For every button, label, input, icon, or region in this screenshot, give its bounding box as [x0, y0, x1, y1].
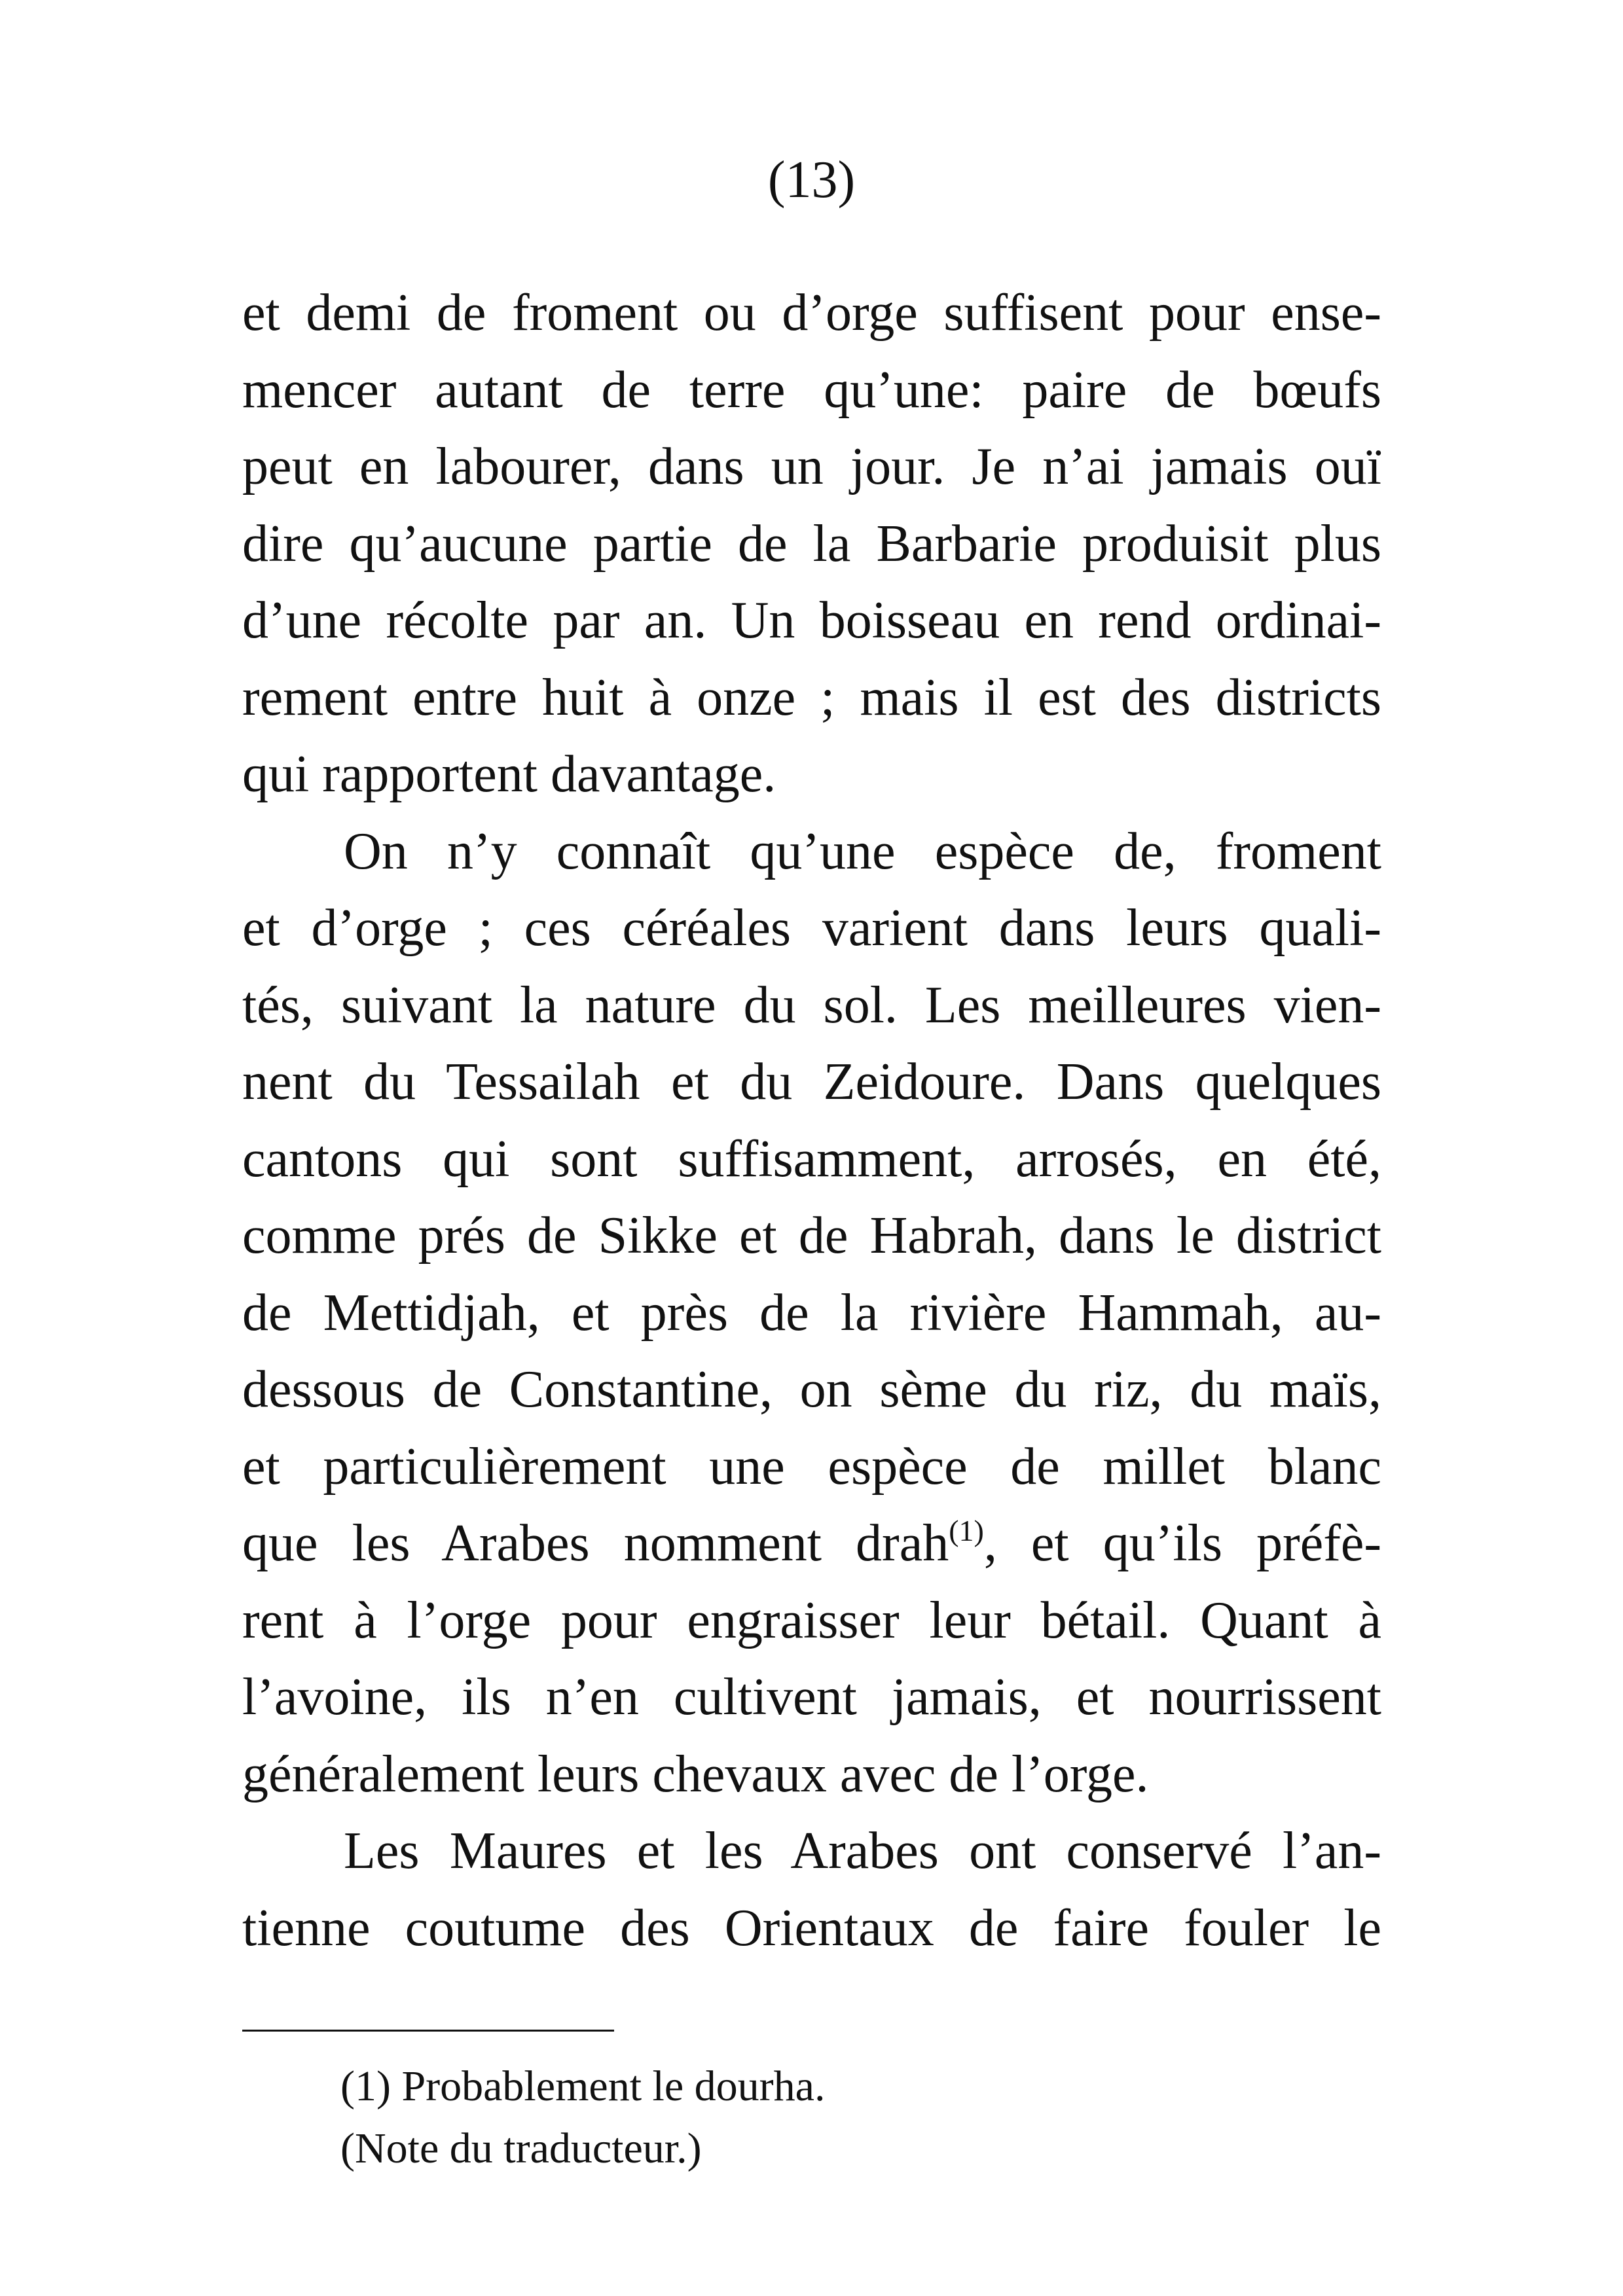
body-text — [242, 275, 1381, 1967]
text-line: dire qu’aucune partie de la Barbarie produisit plus — [242, 514, 1381, 573]
text-line: de Mettidjah, et près de la rivière Hammah, au- — [242, 1283, 1381, 1342]
text-line: généralement leurs chevaux avec de l’orge. — [242, 1745, 1149, 1803]
text-line: peut en labourer, dans un jour. Je n’ai jamais ouï — [242, 438, 1381, 495]
text-line: cantons qui sont suffisamment, arrosés, en été, — [242, 1130, 1381, 1188]
text-line: et demi de froment ou d’orge suffisent pour ense- — [242, 284, 1381, 342]
footnote-reference: (1) — [949, 1514, 984, 1547]
footnote — [340, 2055, 1388, 2179]
text-line: dessous de Constantine, on sème du riz, du maïs, — [242, 1361, 1381, 1418]
paragraph-start-line: On n’y connaît qu’une espèce de, froment — [344, 822, 1381, 880]
text-line-with-footnote-ref — [242, 1505, 1381, 1583]
text-line: mencer autant de terre qu’une: paire de bœufs — [242, 361, 1381, 419]
footnote-line: (Note du traducteur.) — [340, 2125, 702, 2172]
paragraph-start-line: Les Maures et les Arabes ont conservé l’an- — [344, 1822, 1381, 1880]
text-line: et d’orge ; ces céréales varient dans leurs quali- — [242, 899, 1381, 957]
text-line: rement entre huit à onze ; mais il est des districts — [242, 668, 1381, 726]
line-text-before-ref: que les Arabes nomment drah — [242, 1515, 949, 1572]
text-line: qui rapportent davantage. — [242, 745, 776, 803]
text-line: tienne coutume des Orientaux de faire fouler le — [242, 1899, 1381, 1957]
text-line: nent du Tessailah et du Zeidoure. Dans quelques — [242, 1053, 1381, 1111]
text-line: rent à l’orge pour engraisser leur bétail. Quant à — [242, 1591, 1381, 1649]
text-line: l’avoine, ils n’en cultivent jamais, et nourrissent — [242, 1668, 1381, 1726]
text-line: tés, suivant la nature du sol. Les meilleures vien- — [242, 976, 1381, 1034]
footnote-divider — [242, 2030, 614, 2032]
page-number: (13) — [767, 151, 856, 209]
footnote-line: (1) Probablement le dourha. — [340, 2062, 826, 2110]
text-line: et particulièrement une espèce de millet blanc — [242, 1437, 1381, 1496]
text-line: comme prés de Sikke et de Habrah, dans le district — [242, 1207, 1381, 1265]
line-text-after-ref: , et qu’ils préfè- — [983, 1515, 1381, 1572]
text-line: d’une récolte par an. Un boisseau en rend ordinai- — [242, 592, 1381, 649]
